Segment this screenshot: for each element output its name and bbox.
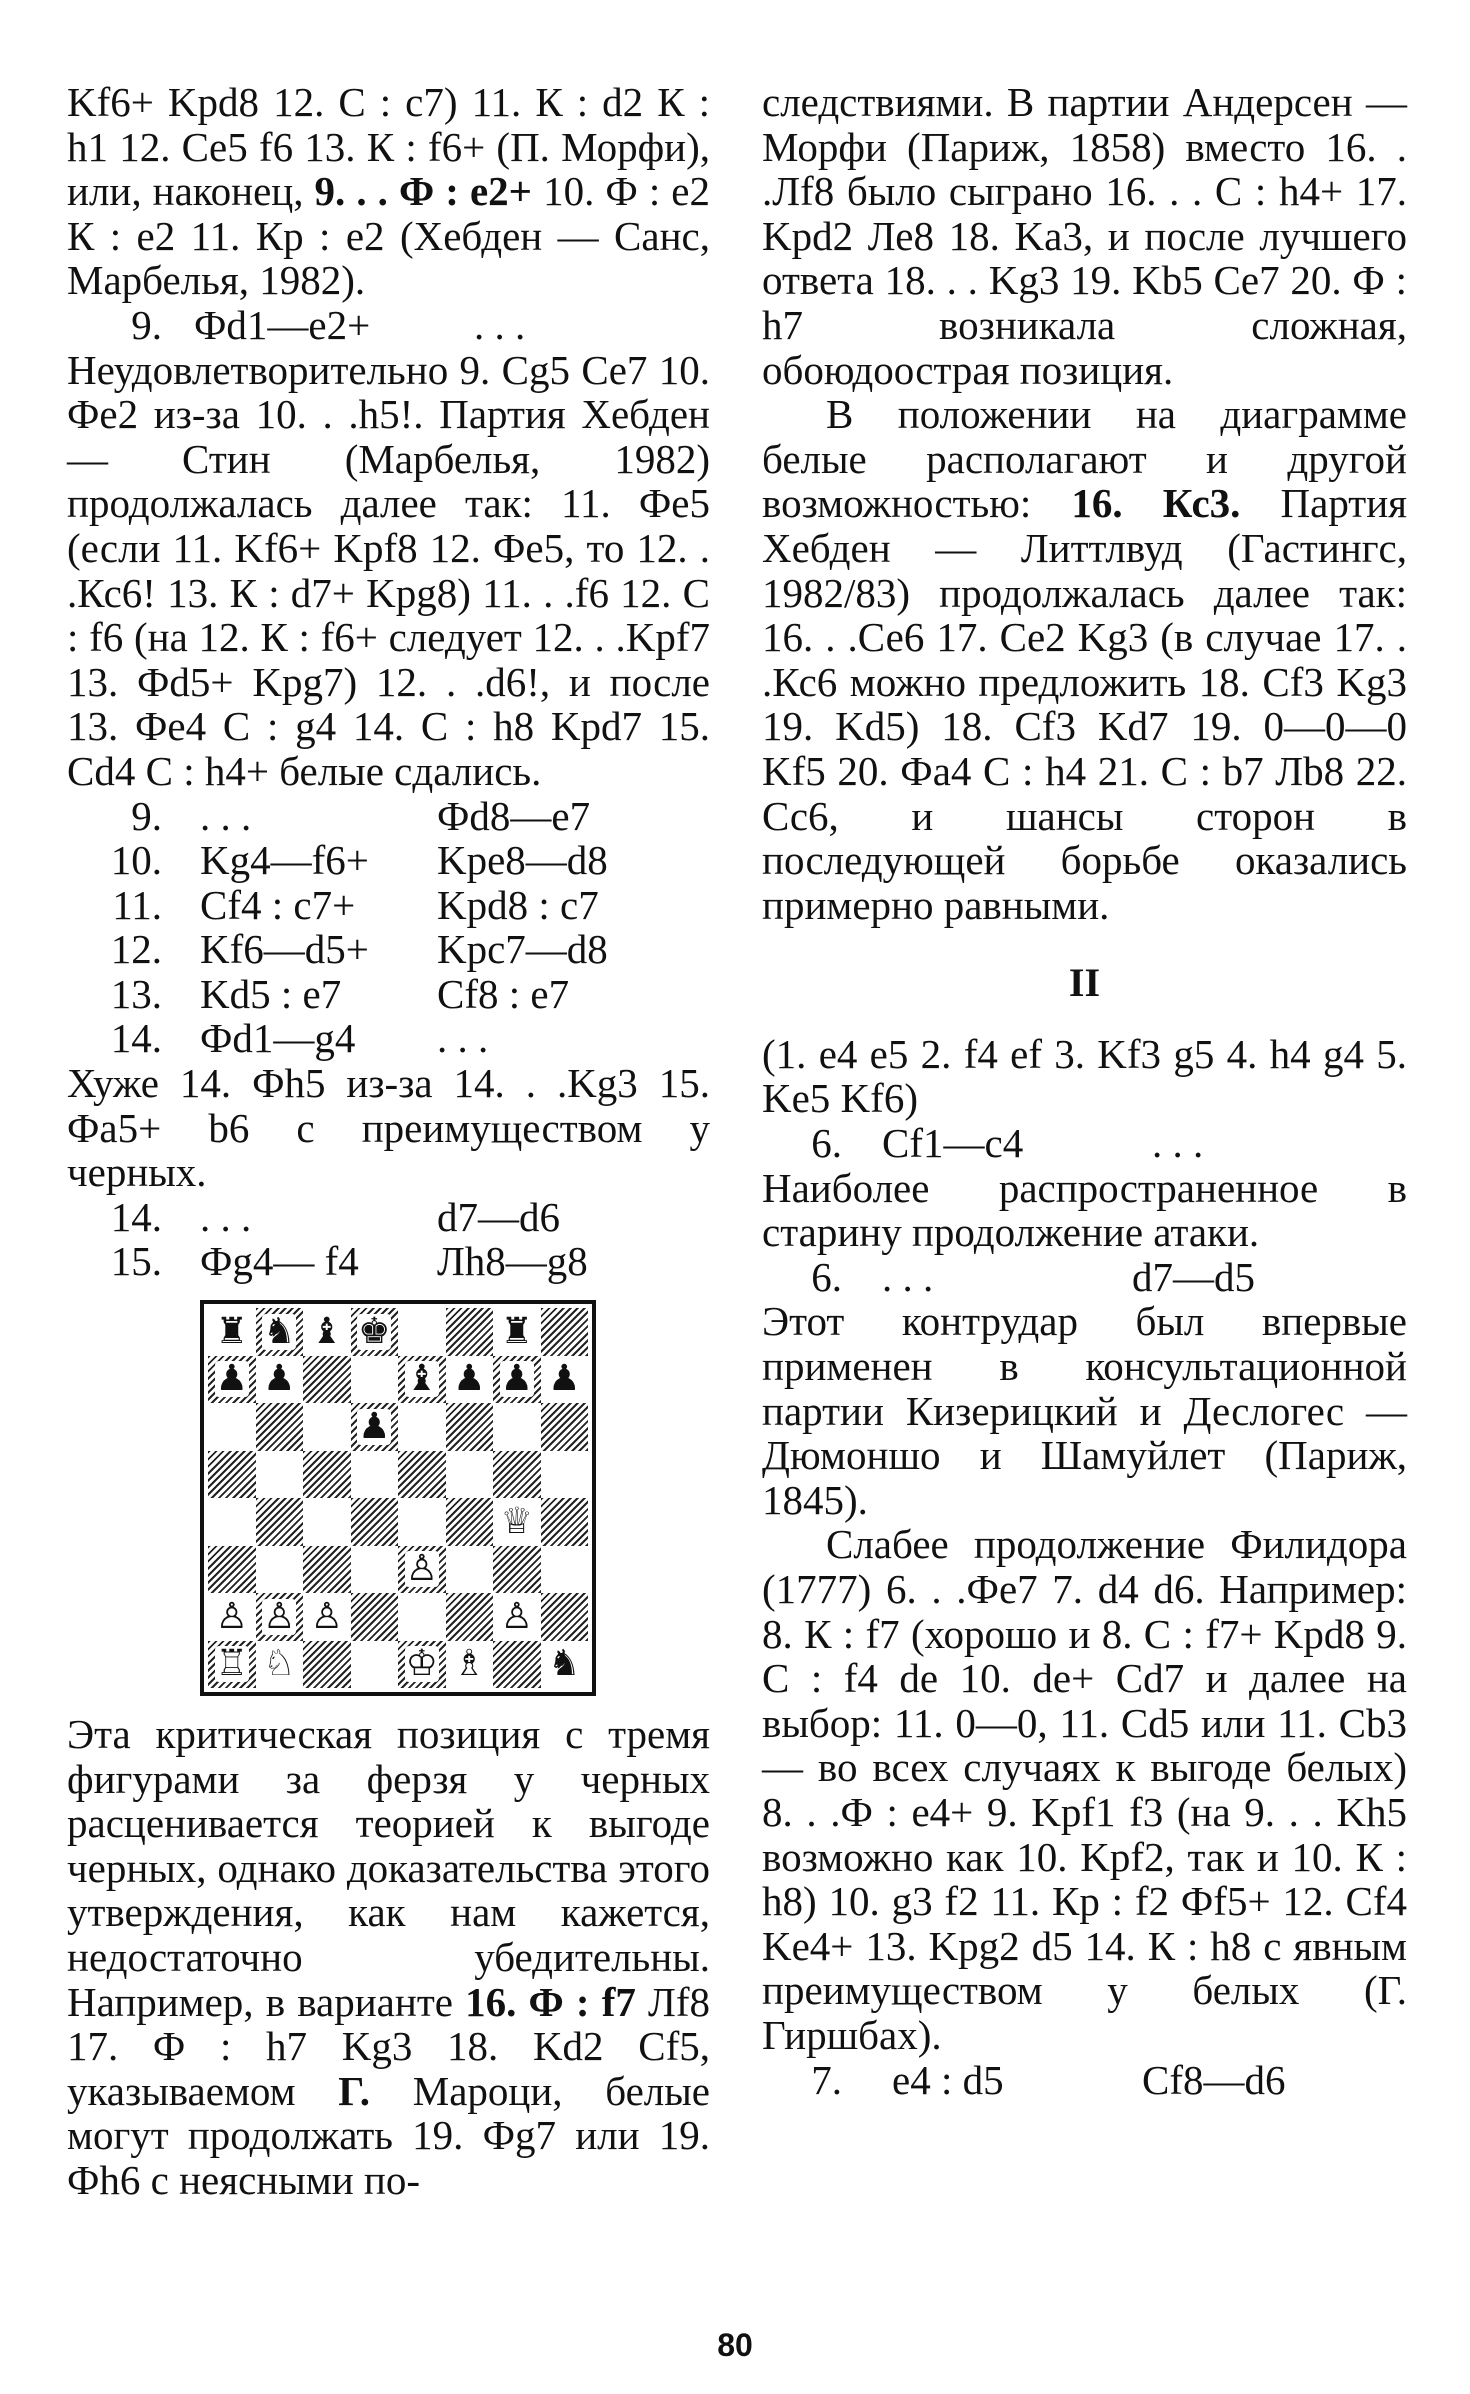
square-e8 — [398, 1308, 446, 1356]
square-d1 — [351, 1641, 399, 1689]
move-line — [67, 303, 710, 348]
move-number: 11. — [112, 881, 162, 928]
text: Мароци, белые могут продолжать 19. Фg7 или 19. Фh6 с неясными по- — [67, 2067, 710, 2203]
square-d6 — [351, 1403, 399, 1451]
bold-move: 16. Кс3. — [1071, 480, 1241, 527]
white-move: Kd5 : e7 — [200, 970, 342, 1017]
square-b5 — [256, 1451, 304, 1499]
square-d8 — [351, 1308, 399, 1356]
chess-piece-icon: ♙ — [405, 1548, 438, 1590]
paragraph-1 — [67, 80, 710, 303]
black-move: . . . — [1152, 1120, 1204, 1167]
black-move: . . . — [437, 1015, 489, 1062]
square-h1 — [541, 1641, 589, 1689]
text: Эта критическая позиция с тремя фигурами за ферзя у черных расценивается теорией к выгоде черных, однако доказательства этого утверждения, как нам кажется, недостаточно убедительны. Например, в варианте — [67, 1711, 710, 2025]
square-g8 — [493, 1308, 541, 1356]
square-f2 — [446, 1593, 494, 1641]
square-d3 — [351, 1546, 399, 1594]
square-a6 — [208, 1403, 256, 1451]
paragraph-5: Слабее продолжение Филидора (1777) 6. . .Фе7 7. d4 d6. Например: 8. К : f7 (хорошо и 8. С : f7+ Kpd8 9. С : f4 de 10. de+ Cd7 и далее на выбор: 11. 0—0, 11. Cd5 или 11. Cb3 — во всех случаях к выгоде белых) 8. . .Ф : е4+ 9. Kpf1 f3 (на 9. . . Kh5 возможно как 10. Kpf2, так и 10. К : h8) 10. g3 f2 11. Кр : f2 Фf5+ 12. Cf4 Ke4+ 13. Kpg2 d5 14. К : h8 с явным преимуществом у белых (Г. Гиршбах). — [762, 1521, 1407, 2058]
square-f1 — [446, 1641, 494, 1689]
square-b4 — [256, 1498, 304, 1546]
chess-piece-icon: ♟ — [453, 1358, 486, 1400]
square-f7 — [446, 1356, 494, 1404]
chess-piece-icon: ♙ — [500, 1595, 533, 1637]
chess-piece-icon: ♝ — [405, 1358, 438, 1400]
square-h4 — [541, 1498, 589, 1546]
bold-initial: Г. — [338, 2067, 371, 2114]
text: Лf8 17. Ф : h7 Kg3 18. Kd2 Cf5, указываемом — [67, 1978, 710, 2114]
square-e3 — [398, 1546, 446, 1594]
move-number: 6. — [811, 1120, 842, 1167]
move-number: 9. — [131, 301, 162, 348]
square-d2 — [351, 1593, 399, 1641]
square-f6 — [446, 1403, 494, 1451]
chess-piece-icon: ♝ — [310, 1310, 343, 1352]
chess-piece-icon: ♗ — [453, 1643, 486, 1685]
black-move: Kpd8 : с7 — [437, 881, 599, 928]
chess-piece-icon: ♙ — [310, 1595, 343, 1637]
move-line — [67, 927, 710, 972]
square-g3 — [493, 1546, 541, 1594]
paragraph-4: Этот контрудар был впервые применен в консультационной партии Кизерицкий и Деслогес — Дюмоншо и Шамуйлет (Париж, 1845). — [762, 1298, 1407, 1523]
chess-piece-icon: ♘ — [263, 1643, 296, 1685]
chess-piece-icon: ♟ — [215, 1358, 248, 1400]
move-line — [762, 1121, 1407, 1166]
paragraph-3: Хуже 14. Фh5 из-за 14. . .Kg3 15. Фа5+ b6 с преимуществом у черных. — [67, 1060, 710, 1196]
page-number: 80 — [717, 2327, 753, 2363]
chess-diagram — [200, 1300, 596, 1696]
chess-piece-icon: ♙ — [215, 1595, 248, 1637]
paragraph-2 — [762, 392, 1407, 927]
white-move: Cf1—c4 — [882, 1120, 1024, 1167]
square-c3 — [303, 1546, 351, 1594]
chess-piece-icon: ♞ — [548, 1643, 581, 1685]
move-line — [67, 883, 710, 928]
square-e5 — [398, 1451, 446, 1499]
paragraph-3: Наиболее распространенное в старину продолжение атаки. — [762, 1164, 1407, 1256]
section-heading: II — [1068, 960, 1101, 1006]
square-d4 — [351, 1498, 399, 1546]
chess-board — [208, 1308, 588, 1688]
square-g7 — [493, 1356, 541, 1404]
white-move: . . . — [882, 1253, 934, 1300]
square-h2 — [541, 1593, 589, 1641]
move-line — [67, 1016, 710, 1061]
move-line — [67, 794, 710, 839]
text: Партия Хебден — Литтлвуд (Гастингс, 1982/83) продолжалась далее так: 16. . .Се6 17. Ce2 Kg3 (в случае 17. . .Кс6 можно предложить 18. Cf3 Kg3 19. Kd5) 18. Cf3 Kd7 19. 0—0—0 Kf5 20. Фа4 С : h4 21. С : b7 Лb8 22. Сс6, и шансы сторон в последующей борьбе оказались примерно равными. — [762, 480, 1408, 928]
move-list — [67, 1195, 710, 1284]
paragraph-4 — [67, 1712, 710, 2203]
black-move: Фd8—е7 — [437, 792, 591, 839]
white-move: Фd1—g4 — [200, 1015, 356, 1062]
square-g5 — [493, 1451, 541, 1499]
chess-piece-icon: ♙ — [263, 1595, 296, 1637]
square-c8 — [303, 1308, 351, 1356]
square-c5 — [303, 1451, 351, 1499]
square-e6 — [398, 1403, 446, 1451]
square-f8 — [446, 1308, 494, 1356]
chess-piece-icon: ♚ — [358, 1310, 391, 1352]
black-move: Лh8—g8 — [437, 1238, 588, 1285]
bold-move: 9. . . Ф : е2+ — [314, 168, 533, 215]
chess-piece-icon: ♞ — [263, 1310, 296, 1352]
move-line — [67, 838, 710, 883]
square-c2 — [303, 1593, 351, 1641]
move-line — [762, 2058, 1407, 2103]
move-number: 15. — [110, 1238, 162, 1285]
text: В положении на диаграмме белые располагают и другой возможностью: — [762, 391, 1407, 527]
black-move: Cf8—d6 — [1142, 2056, 1286, 2103]
square-g4 — [493, 1498, 541, 1546]
square-h8 — [541, 1308, 589, 1356]
paragraph-2: Неудовлетворительно 9. Cg5 Ce7 10. Фе2 из-за 10. . .h5!. Партия Хебден — Стин (Марбелья, 1982) продолжалась далее так: 11. Фе5 (если 11. Kf6+ Kpf8 12. Фе5, то 12. . .Кс6! 13. К : d7+ Kpg8) 11. . .f6 12. С : f6 (на 12. К : f6+ следует 12. . .Kpf7 13. Фd5+ Kpg7) 12. . .d6!, и после 13. Фе4 С : g4 14. С : h8 Kpd7 15. Cd4 С : h4+ белые сдались. — [67, 346, 710, 794]
chess-piece-icon: ♟ — [548, 1358, 581, 1400]
white-move: Фg4— f4 — [200, 1238, 359, 1285]
square-h5 — [541, 1451, 589, 1499]
text: Kf6+ Kpd8 12. С : с7) 11. К : d2 К : h1 12. Ce5 f6 13. К : f6+ (П. Морфи), или, наконец, — [67, 79, 710, 215]
white-move: Kf6—d5+ — [200, 926, 369, 973]
move-line — [762, 1255, 1407, 1300]
square-e4 — [398, 1498, 446, 1546]
square-b7 — [256, 1356, 304, 1404]
square-e1 — [398, 1641, 446, 1689]
move-line — [67, 1239, 710, 1284]
paragraph-1: следствиями. В партии Андерсен — Морфи (Париж, 1858) вместо 16. . .Лf8 было сыграно 16. . . С : h4+ 17. Kpd2 Ле8 18. Ka3, и после лучшего ответа 18. . . Kg3 19. Kb5 Ce7 20. Ф : h7 возникала сложная, обоюдоострая позиция. — [762, 79, 1407, 393]
chess-piece-icon: ♜ — [500, 1310, 533, 1352]
move-number: 14. — [110, 1015, 162, 1062]
square-f5 — [446, 1451, 494, 1499]
square-g6 — [493, 1403, 541, 1451]
square-g1 — [493, 1641, 541, 1689]
chess-piece-icon: ♟ — [500, 1358, 533, 1400]
square-b2 — [256, 1593, 304, 1641]
black-move: d7—d5 — [1132, 1253, 1255, 1300]
white-move: . . . — [200, 792, 252, 839]
square-h7 — [541, 1356, 589, 1404]
chess-piece-icon: ♖ — [215, 1643, 248, 1685]
move-number: 12. — [110, 926, 162, 973]
square-f4 — [446, 1498, 494, 1546]
chess-piece-icon: ♟ — [358, 1405, 391, 1447]
white-move: Kg4—f6+ — [200, 837, 369, 884]
square-c6 — [303, 1403, 351, 1451]
square-b3 — [256, 1546, 304, 1594]
move-number: 9. — [131, 792, 162, 839]
black-move: d7—d6 — [437, 1193, 560, 1240]
square-a4 — [208, 1498, 256, 1546]
white-move: Cf4 : с7+ — [200, 881, 356, 928]
square-c1 — [303, 1641, 351, 1689]
bold-move: 16. Ф : f7 — [465, 1978, 636, 2025]
square-c7 — [303, 1356, 351, 1404]
square-e2 — [398, 1593, 446, 1641]
square-h3 — [541, 1546, 589, 1594]
chess-piece-icon: ♔ — [405, 1643, 438, 1685]
square-h6 — [541, 1403, 589, 1451]
move-line — [67, 1195, 710, 1240]
chess-piece-icon: ♕ — [500, 1500, 533, 1542]
left-column — [67, 80, 710, 2203]
move-number: 7. — [811, 2056, 842, 2103]
square-e7 — [398, 1356, 446, 1404]
chess-piece-icon: ♜ — [215, 1310, 248, 1352]
square-a5 — [208, 1451, 256, 1499]
move-number: 14. — [110, 1193, 162, 1240]
white-move: . . . — [200, 1193, 252, 1240]
move-line — [67, 972, 710, 1017]
square-b8 — [256, 1308, 304, 1356]
chess-piece-icon: ♟ — [263, 1358, 296, 1400]
square-d5 — [351, 1451, 399, 1499]
white-move: Фd1—е2+ — [194, 301, 371, 348]
move-list — [67, 794, 710, 1062]
square-a2 — [208, 1593, 256, 1641]
black-move: Kpe8—d8 — [437, 837, 608, 884]
right-column — [762, 80, 1407, 2102]
move-number: 13. — [110, 970, 162, 1017]
text: 10. Ф : е2 К : е2 11. Кр : е2 (Хебден — Санс, Марбелья, 1982). — [67, 168, 710, 304]
square-b1 — [256, 1641, 304, 1689]
square-a7 — [208, 1356, 256, 1404]
black-move: Cf8 : e7 — [437, 970, 570, 1017]
square-a1 — [208, 1641, 256, 1689]
opening-moves: (1. е4 е5 2. f4 ef 3. Kf3 g5 4. h4 g4 5. Ke5 Kf6) — [762, 1030, 1407, 1122]
square-d7 — [351, 1356, 399, 1404]
square-a3 — [208, 1546, 256, 1594]
square-b6 — [256, 1403, 304, 1451]
square-c4 — [303, 1498, 351, 1546]
black-move: . . . — [474, 301, 526, 348]
move-number: 6. — [811, 1253, 842, 1300]
black-move: Kpc7—d8 — [437, 926, 608, 973]
square-a8 — [208, 1308, 256, 1356]
square-g2 — [493, 1593, 541, 1641]
white-move: e4 : d5 — [892, 2056, 1004, 2103]
square-f3 — [446, 1546, 494, 1594]
move-number: 10. — [110, 837, 162, 884]
